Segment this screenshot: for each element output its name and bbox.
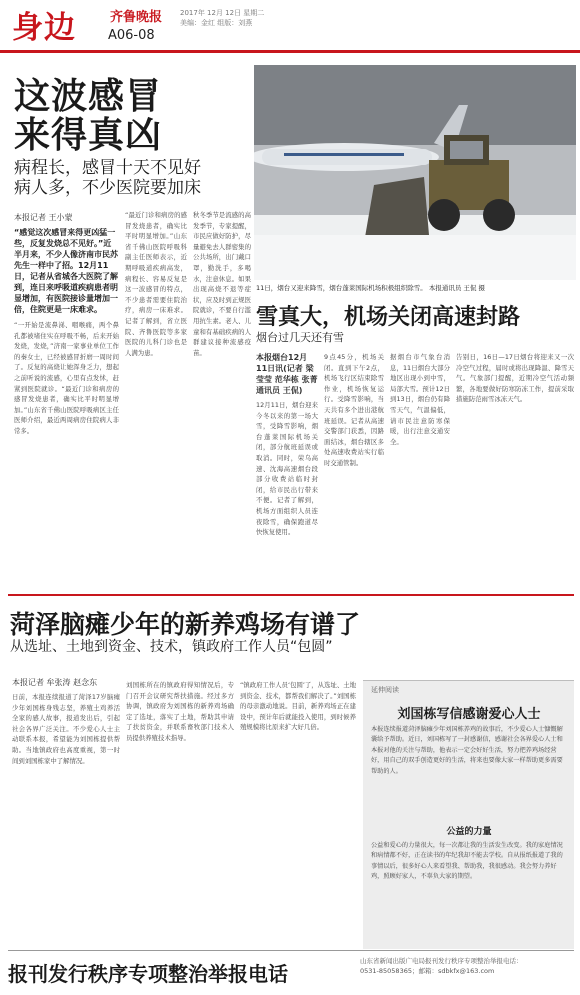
story3-column-3: “镇政府工作人员‘包圆’了，从选址、土地到资金、技术，都帮我们解决了。”刘国栋的母亲激动地说。目前，新养鸡场正在建设中，预计年后就能投入使用，到时候养殖规模将比原来扩大好几倍。 bbox=[240, 681, 356, 732]
paper-name: 齐鲁晚报 bbox=[110, 10, 163, 25]
sidebar-text: 本报连续报道菏泽脑瘫少年刘国栋养鸡的故事后，不少爱心人士慷慨解囊给予帮助。近日，刘国栋写了一封感谢信，感谢社会各界爱心人士和本报对他的关注与帮助，他表示一定会好好生活，努力把养鸡场经营好，用自己的双手创造更好的生活，将来也要像大家一样帮助更多需要帮助的人。 bbox=[371, 726, 563, 775]
bottom-info-line1: 山东省新闻出版广电局报刊发行秩序专项整治举报电话： bbox=[360, 957, 523, 965]
story1-column-2: “最近门诊和病房的感冒发烧患者，确实比平时明显增加。”山东省千佛山医院呼吸科副主任医师表示，近期呼吸道疾病高发，病程长、容易反复是这一波感冒的特点，不少患者需要住院治疗，病房一床难求。记者了解到，省立医院、齐鲁医院等多家医院的儿科门诊也是人满为患。 bbox=[125, 211, 187, 357]
story3-headline: 菏泽脑瘫少年的新养鸡场有谱了 bbox=[10, 610, 361, 639]
page-number: A06-08 bbox=[108, 28, 155, 43]
related-reading-box bbox=[363, 680, 574, 949]
story2-column-3: 据烟台市气象台消息，11日烟台大部分地区出现小到中雪，局部大雪。预计12日到13日，烟台仍有降雪天气，气温偏低，请市民注意防寒保暖，出行注意交通安全。 bbox=[390, 353, 450, 446]
story2-headline: 雪真大，机场关闭高速封路 bbox=[256, 305, 521, 330]
bottom-headline: 报刊发行秩序专项整治举报电话 bbox=[8, 962, 288, 986]
subheadline-line2: 病人多，不少医院要加床 bbox=[14, 178, 201, 198]
section-divider bbox=[8, 594, 574, 596]
story3-subheadline: 从选址、土地到资金、技术，镇政府工作人员“包圆” bbox=[10, 639, 333, 655]
story3-column-1: 日前，本报连续报道了菏泽17岁脑瘫少年刘国栋身残志坚，养殖土鸡养活全家的感人故事，报道发出后，引起社会各界广泛关注。不少爱心人士主动联系本报，希望能为刘国栋提供帮助。当地镇政府也高度重视，第一时间到刘国栋家中了解情况。 bbox=[12, 693, 120, 765]
date-line: 2017年 12月 12日 星期二 bbox=[180, 9, 265, 17]
snowplow-illustration bbox=[254, 65, 576, 280]
bottom-info-line2: 0531-85058365；邮箱：sdbkfx@163.com bbox=[360, 967, 495, 975]
story1-column-1: “一开始是流鼻涕、咽喉痛，两个鼻孔都被堵住实在呼吸不畅，后来开始发烧，发烧，”济南一家事业单位工作的秦女士，已经被感冒折磨一周时间了。反复的高烧让她浑身乏力，想起之前听说的流感，心里有点发怵，赶紧到医院就诊。“最近门诊和病房的感冒发烧患者，确实比平时明显增加。”山东省千佛山医院呼吸病区主任医师介绍，最近两周病房住院病人非常多。 bbox=[14, 321, 119, 435]
section-name: 身边 bbox=[12, 10, 76, 46]
story2-byline: 本报烟台12月11日讯(记者 梁莹莹 范华栋 张菁 通讯员 王侃) bbox=[256, 353, 318, 395]
editor-line: 美编：金红 组版：刘燕 bbox=[180, 19, 253, 27]
sidebar-poem: 公益和爱心的力量很大，每一次都让我的生活发生改变。我的家庭情况和病情都不好，正在读书的年纪我却不能去学校。自从报纸报道了我的事情以后，很多好心人来看望我、帮助我，我很感动。我会努力养好鸡，照顾好家人，不辜负大家的期望。 bbox=[371, 842, 563, 881]
story1-byline: 本报记者 王小蒙 bbox=[14, 213, 73, 222]
story1-lead: “感觉这次感冒来得更凶猛一些，反复发烧总不见好。”近半月来，不少人像济南市民苏先生一样中了招。12月11日，记者从省城各大医院了解到，连日来呼吸道疾病患者明显增加，有医院接诊量增加一倍，住院更是一床难求。 bbox=[14, 228, 118, 314]
photo-caption: 11日，烟台又迎来降雪，烟台蓬莱国际机场积极组织除雪。 本报通讯员 王侃 摄 bbox=[256, 284, 485, 292]
story2-column-2: 9点45分，机场关闭。直到下午2点，机场飞行区结束除雪作业，机场恢复运行。受降雪影响，当天共有多个进出港航班延误。记者从高速交警部门获悉，因路面结冰，烟台辖区多处高速收费站实行临时交通管制。 bbox=[324, 353, 384, 467]
sidebar-title: 刘国栋写信感谢爱心人士 bbox=[397, 707, 541, 722]
story2-column-4: 告别日，16日—17日烟台将迎来又一次冷空气过程，届时或将出现降温、降雪天气。气象部门提醒，近期冷空气活动频繁，各地要做好防寒防冻工作，提前采取措施防范雨雪冰冻天气。 bbox=[456, 353, 574, 404]
airport-snow-photo bbox=[254, 65, 576, 280]
story2-subheadline: 烟台过几天还有雪 bbox=[256, 331, 344, 344]
headline-line2: 来得真凶 bbox=[14, 115, 163, 156]
masthead bbox=[0, 0, 580, 50]
bottom-info bbox=[360, 956, 576, 976]
story3-byline: 本报记者 牟张涛 赵念东 bbox=[12, 678, 98, 687]
story2-column-1: 12月11日，烟台迎来今冬以来的第一场大雪，受降雪影响，烟台蓬莱国际机场关闭，部分航班延误或取消。同时，荣乌高速、沈海高速烟台段部分收费站临时封闭，给市民出行带来不便。记者了解到，机场方面组织人员连夜除雪，确保跑道尽快恢复使用。 bbox=[256, 401, 318, 537]
masthead-rule bbox=[0, 50, 580, 53]
sidebar-poem-title: 公益的力量 bbox=[446, 827, 492, 837]
bottom-rule bbox=[8, 950, 574, 951]
story3-column-2: 刘国栋所在的镇政府得知情况后，专门召开会议研究帮扶措施。经过多方协调，镇政府为刘国栋的新养鸡场确定了选址，落实了土地，帮助其申请了扶贫资金，并联系畜牧部门技术人员提供养殖技术指导。 bbox=[126, 681, 234, 742]
subheadline-line1: 病程长，感冒十天不见好 bbox=[14, 158, 201, 178]
headline-line1: 这波感冒 bbox=[14, 76, 163, 117]
related-reading-tag: 延伸阅读 bbox=[371, 686, 399, 694]
story1-column-3: 秋冬季节是流感的高发季节，专家提醒，市民应做好防护，尽量避免去人群密集的公共场所，出门戴口罩，勤洗手，多喝水，注意休息。如果出现高烧不退等症状，应及时到正规医院就诊，不要自行滥用抗生素。老人、儿童和有基础疾病的人群建议接种流感疫苗。 bbox=[193, 211, 251, 357]
